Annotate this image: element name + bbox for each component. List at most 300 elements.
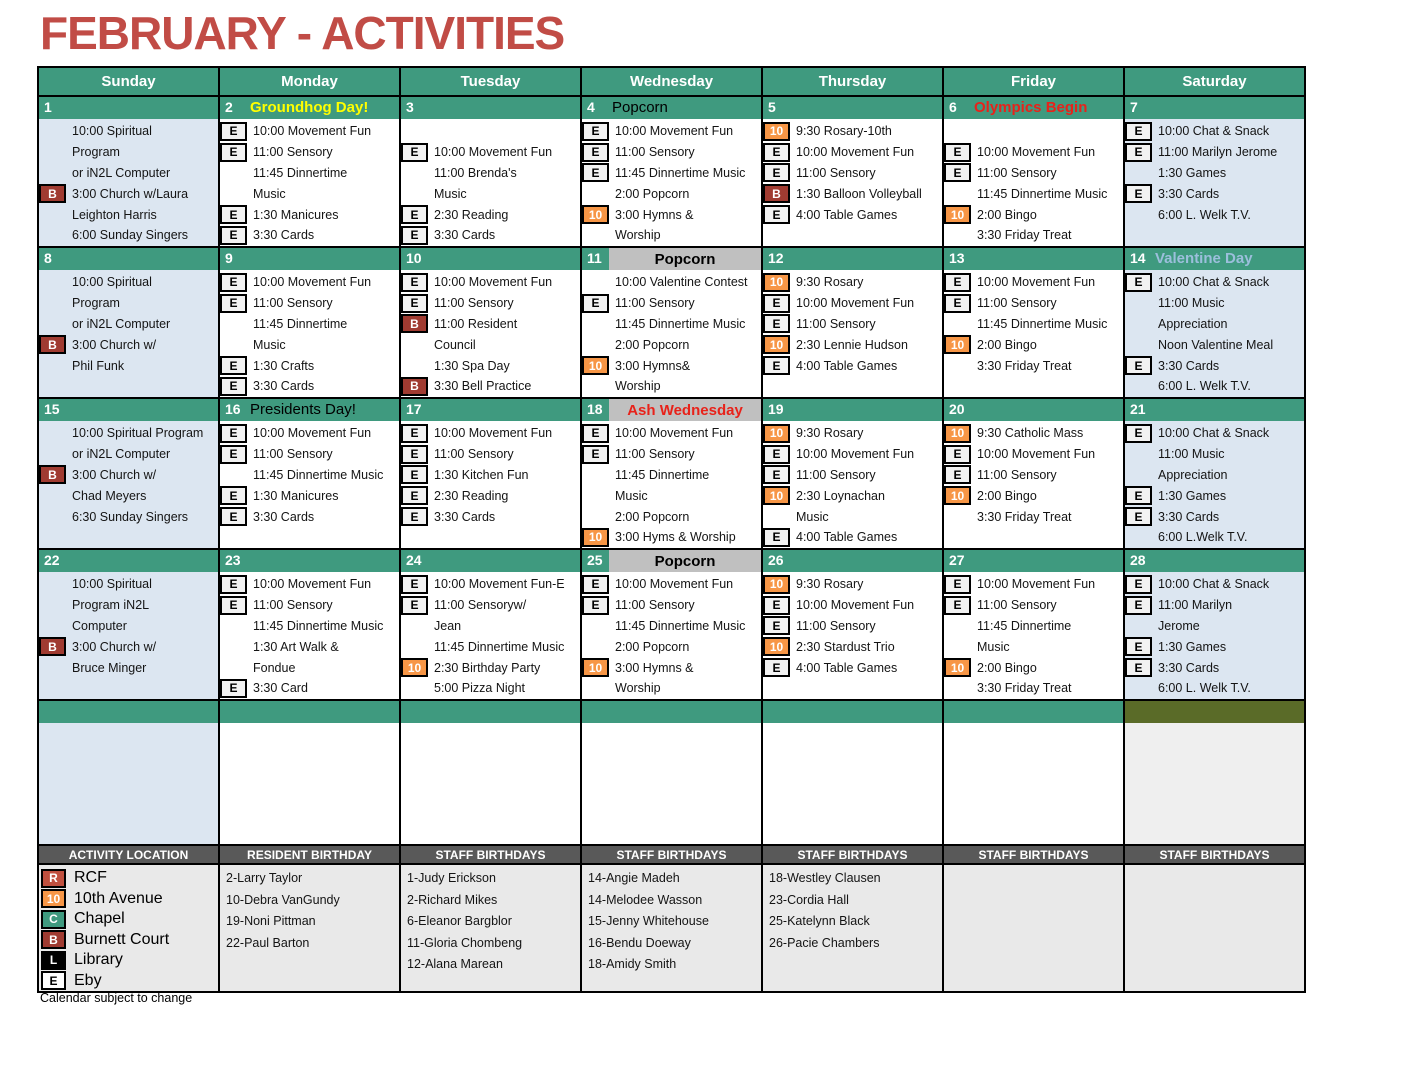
event-text: 9:30 Rosary [796, 275, 864, 290]
location-badge-E: E [582, 122, 609, 141]
location-badge-E: E [220, 424, 247, 443]
event-text: 4:00 Table Games [796, 530, 898, 545]
badge-slot [1125, 575, 1152, 594]
event-text: 10:00 Movement Fun [977, 577, 1096, 592]
location-badge-E: E [401, 465, 428, 484]
badge-slot [582, 273, 609, 292]
day-number: 6 [949, 99, 957, 115]
badge-slot [582, 616, 609, 635]
day-strip [401, 550, 580, 572]
event-text: 6:00 Sunday Singers [72, 228, 189, 243]
location-badge-E: E [401, 575, 428, 594]
day-label: Presidents Day! [250, 401, 356, 418]
week-row-1 [39, 97, 1306, 248]
event-row [944, 485, 1123, 506]
badge-slot [763, 616, 790, 635]
event-text: 5:00 Pizza Night [434, 681, 526, 696]
event-text: 1:30 Kitchen Fun [434, 467, 529, 482]
event-text: 11:00 Sensory [796, 316, 876, 331]
bottom-cell-5 [763, 865, 944, 993]
event-row [401, 121, 580, 142]
day-strip [763, 399, 942, 421]
event-row [763, 574, 942, 595]
badge-slot [401, 205, 428, 224]
location-badge-E: E [582, 575, 609, 594]
event-row [39, 163, 218, 184]
event-text: 10:00 Movement Fun [796, 447, 915, 462]
badge-slot [39, 184, 66, 203]
badge-slot [39, 486, 66, 505]
event-row [220, 678, 399, 699]
event-text: 3:00 Church w/ [72, 337, 157, 352]
badge-slot [763, 122, 790, 141]
day-strip [582, 550, 761, 572]
badge-slot [944, 637, 971, 656]
location-badge-E: E [763, 445, 790, 464]
badge-slot [944, 335, 971, 354]
event-row [944, 163, 1123, 184]
event-text: 3:30 Friday Treat [977, 358, 1072, 373]
location-badge-E: E [582, 294, 609, 313]
day-number: 22 [44, 552, 60, 568]
location-badge-E: E [944, 445, 971, 464]
event-text: 1:30 Games [1158, 639, 1227, 654]
event-text: 1:30 Games [1158, 165, 1227, 180]
badge-slot [220, 294, 247, 313]
badge-slot [401, 184, 428, 203]
event-text: Fondue [253, 660, 296, 675]
badge-slot [401, 163, 428, 182]
event-text: 2:00 Popcorn [615, 186, 690, 201]
location-badge-B: B [39, 465, 66, 484]
badge-slot [1125, 335, 1152, 354]
event-row [944, 355, 1123, 376]
event-text: Music [253, 186, 286, 201]
badge-slot [582, 528, 609, 547]
event-row [401, 616, 580, 637]
event-row [39, 121, 218, 142]
event-row [39, 636, 218, 657]
event-text: Appreciation [1158, 467, 1228, 482]
event-text: 3:30 Cards [1158, 509, 1220, 524]
badge-slot [763, 528, 790, 547]
event-text: 10:00 Movement Fun [253, 275, 372, 290]
birthday-name: 15-Jenny Whitehouse [588, 914, 709, 928]
event-text: Program [72, 296, 120, 311]
day-strip [220, 248, 399, 270]
day-number: 15 [44, 401, 60, 417]
location-badge-E: E [1125, 596, 1152, 615]
badge-slot [220, 226, 247, 245]
event-row [763, 423, 942, 444]
event-text: 10:00 Movement Fun [253, 577, 372, 592]
location-badge-E: E [763, 356, 790, 375]
weekday-header-wednesday: Wednesday [582, 68, 763, 97]
location-badge-E: E [401, 226, 428, 245]
event-text: 11:45 Dinnertime [977, 618, 1072, 633]
event-row [39, 355, 218, 376]
event-row [1125, 465, 1304, 486]
event-row [763, 183, 942, 204]
event-text: 4:00 Table Games [796, 358, 898, 373]
badge-slot [944, 226, 971, 245]
event-row [582, 272, 761, 293]
event-text: 1:30 Crafts [253, 358, 315, 373]
event-row [220, 636, 399, 657]
event-row [944, 574, 1123, 595]
location-badge-E: E [220, 356, 247, 375]
event-text: 10:00 Movement Fun [253, 426, 372, 441]
event-row [763, 293, 942, 314]
event-text: 6:00 L.Welk T.V. [1158, 530, 1248, 545]
badge-slot [401, 356, 428, 375]
day-7 [1125, 97, 1306, 248]
event-row [763, 465, 942, 486]
badge-slot [401, 122, 428, 141]
badge-slot [582, 184, 609, 203]
event-text: 4:00 Table Games [796, 207, 898, 222]
event-row [582, 465, 761, 486]
location-badge-E: E [1125, 486, 1152, 505]
event-row [944, 616, 1123, 637]
event-row [401, 314, 580, 335]
event-text: 11:00 Sensory [434, 447, 514, 462]
event-row [401, 595, 580, 616]
event-text: 3:30 Cards [1158, 358, 1220, 373]
event-row [401, 485, 580, 506]
day-cell [220, 119, 399, 246]
badge-slot [1125, 294, 1152, 313]
event-text: 1:30 Manicures [253, 207, 339, 222]
location-badge-E: E [220, 273, 247, 292]
event-text: Music [977, 639, 1010, 654]
day-strip [39, 701, 218, 723]
day-strip [220, 399, 399, 421]
location-badge-10: 10 [582, 205, 609, 224]
event-row [582, 616, 761, 637]
badge-slot [39, 163, 66, 182]
badge-slot [1125, 163, 1152, 182]
day-number: 21 [1130, 401, 1146, 417]
badge-slot [39, 226, 66, 245]
location-badge-E: E [220, 205, 247, 224]
badge-slot [401, 424, 428, 443]
legend-badge-L: L [41, 951, 66, 970]
location-badge-E: E [401, 596, 428, 615]
day-label: Popcorn [612, 99, 668, 116]
event-row [401, 678, 580, 699]
location-badge-10: 10 [401, 658, 428, 677]
day-strip [582, 248, 761, 270]
event-row [944, 465, 1123, 486]
event-row [582, 225, 761, 246]
event-row [582, 293, 761, 314]
badge-slot [1125, 679, 1152, 698]
location-badge-E: E [763, 616, 790, 635]
event-row [1125, 657, 1304, 678]
badge-slot [582, 658, 609, 677]
event-row [220, 314, 399, 335]
day-1 [39, 97, 220, 248]
day-strip [944, 399, 1123, 421]
day-number: 19 [768, 401, 784, 417]
event-row [944, 225, 1123, 246]
badge-slot [401, 596, 428, 615]
badge-slot [944, 122, 971, 141]
day-cell [401, 270, 580, 397]
badge-slot [944, 575, 971, 594]
event-text: 10:00 Movement Fun [434, 275, 553, 290]
day-strip [220, 550, 399, 572]
event-text: 9:30 Catholic Mass [977, 426, 1084, 441]
badge-slot [401, 658, 428, 677]
event-text: 10:00 Movement Fun [615, 426, 734, 441]
badge-slot [944, 205, 971, 224]
day-number: 27 [949, 552, 965, 568]
badge-slot [39, 356, 66, 375]
day-label: Groundhog Day! [250, 99, 369, 116]
badge-slot [220, 335, 247, 354]
event-text: 10:00 Movement Fun [615, 577, 734, 592]
event-text: 10:00 Movement Fun [253, 124, 372, 139]
event-row [582, 376, 761, 397]
day-number: 1 [44, 99, 52, 115]
birthday-name: 18-Westley Clausen [769, 871, 881, 885]
legend-row [39, 889, 218, 910]
day-strip [763, 550, 942, 572]
event-text: 11:00 Marilyn Jerome [1158, 145, 1278, 160]
badge-slot [582, 575, 609, 594]
day-18 [582, 399, 763, 550]
event-row [763, 657, 942, 678]
badge-slot [39, 273, 66, 292]
location-badge-10: 10 [763, 424, 790, 443]
badge-slot [582, 637, 609, 656]
event-text: 2:00 Popcorn [615, 337, 690, 352]
day-cell [1125, 119, 1304, 246]
event-row [944, 423, 1123, 444]
event-row [582, 204, 761, 225]
location-badge-E: E [1125, 637, 1152, 656]
event-text: 6:30 Sunday Singers [72, 509, 189, 524]
legend-badge-R: R [41, 869, 66, 888]
location-badge-10: 10 [763, 273, 790, 292]
location-badge-B: B [763, 184, 790, 203]
badge-slot [401, 637, 428, 656]
event-row [1125, 423, 1304, 444]
event-row [944, 334, 1123, 355]
badge-slot [220, 356, 247, 375]
event-text: 6:00 L. Welk T.V. [1158, 379, 1251, 394]
weekday-header-monday: Monday [220, 68, 401, 97]
day-cell [401, 421, 580, 548]
day-cell [944, 572, 1123, 699]
event-text: 11:00 Music [1158, 447, 1225, 462]
badge-slot [220, 637, 247, 656]
day-number: 7 [1130, 99, 1138, 115]
badge-slot [220, 122, 247, 141]
day-10 [401, 248, 582, 399]
badge-slot [220, 143, 247, 162]
event-text: Noon Valentine Meal [1158, 337, 1274, 352]
event-text: 11:00 Sensoryw/ [434, 598, 527, 613]
badge-slot [1125, 637, 1152, 656]
day-number: 11 [587, 250, 602, 266]
location-badge-E: E [220, 294, 247, 313]
event-row [39, 293, 218, 314]
event-row [763, 636, 942, 657]
badge-slot [39, 637, 66, 656]
day-empty [582, 701, 763, 853]
location-badge-10: 10 [763, 122, 790, 141]
day-number: 28 [1130, 552, 1146, 568]
day-cell [1125, 723, 1304, 851]
badge-slot [1125, 273, 1152, 292]
day-empty [220, 701, 401, 853]
event-row [1125, 636, 1304, 657]
legend-label: RCF [74, 869, 107, 887]
bottom-header-3: STAFF BIRTHDAYS [401, 846, 582, 865]
badge-slot [39, 205, 66, 224]
birthday-name: 19-Noni Pittman [226, 914, 316, 928]
day-strip [1125, 399, 1304, 421]
day-cell [944, 723, 1123, 851]
day-19 [763, 399, 944, 550]
day-label-box [609, 248, 761, 270]
day-cell [582, 723, 761, 851]
event-row [220, 355, 399, 376]
bottom-header-6: STAFF BIRTHDAYS [944, 846, 1125, 865]
birthday-name: 22-Paul Barton [226, 935, 310, 950]
event-row [763, 355, 942, 376]
badge-slot [582, 163, 609, 182]
day-strip [39, 248, 218, 270]
location-badge-E: E [220, 486, 247, 505]
day-strip [401, 399, 580, 421]
day-number: 8 [44, 250, 52, 266]
event-text: 11:00 Sensory [977, 165, 1057, 180]
event-row [582, 121, 761, 142]
event-text: 11:45 Dinnertime [253, 165, 348, 180]
birthday-name: 12-Alana Marean [407, 957, 503, 971]
badge-slot [944, 273, 971, 292]
badge-slot [763, 335, 790, 354]
badge-slot [401, 679, 428, 698]
event-row [763, 314, 942, 335]
badge-slot [944, 424, 971, 443]
legend-label: Chapel [74, 910, 125, 928]
location-badge-E: E [763, 163, 790, 182]
badge-slot [39, 424, 66, 443]
week-row-2 [39, 248, 1306, 399]
legend-row [39, 868, 218, 889]
location-badge-B: B [39, 335, 66, 354]
birthday-name: 2-Larry Taylor [226, 871, 303, 885]
event-row [220, 595, 399, 616]
day-strip [1125, 248, 1304, 270]
event-text: 2:00 Bingo [977, 488, 1037, 503]
event-row [944, 121, 1123, 142]
badge-slot [1125, 465, 1152, 484]
location-badge-E: E [763, 528, 790, 547]
event-text: 11:00 Sensory [796, 618, 876, 633]
event-text: 2:30 Birthday Party [434, 660, 541, 675]
event-text: Music [253, 337, 286, 352]
day-cell [39, 270, 218, 397]
badge-slot [582, 356, 609, 375]
event-text: 3:30 Cards [1158, 186, 1220, 201]
badge-slot [582, 294, 609, 313]
event-row [39, 142, 218, 163]
event-text: 11:00 Sensory [977, 598, 1057, 613]
location-badge-E: E [582, 163, 609, 182]
day-12 [763, 248, 944, 399]
event-row [1125, 272, 1304, 293]
event-text: 4:00 Table Games [796, 660, 898, 675]
event-row [401, 444, 580, 465]
day-cell [763, 421, 942, 548]
day-cell [39, 572, 218, 699]
event-text: 3:00 Hyms & Worship [615, 530, 736, 545]
weekday-header-sunday: Sunday [39, 68, 220, 97]
event-row [582, 678, 761, 699]
day-number: 13 [949, 250, 965, 266]
day-number: 26 [768, 552, 784, 568]
badge-slot [220, 424, 247, 443]
bottom-section [37, 844, 1306, 993]
location-badge-E: E [401, 507, 428, 526]
badge-slot [944, 294, 971, 313]
location-badge-E: E [220, 377, 247, 396]
badge-slot [39, 335, 66, 354]
event-row [401, 142, 580, 163]
day-16 [220, 399, 401, 550]
event-text: 10:00 Movement Fun [977, 275, 1096, 290]
day-cell [220, 421, 399, 548]
event-row [401, 204, 580, 225]
day-3 [401, 97, 582, 248]
badge-slot [763, 486, 790, 505]
event-row [401, 225, 580, 246]
event-row [401, 163, 580, 184]
location-badge-10: 10 [763, 335, 790, 354]
event-row [1125, 204, 1304, 225]
badge-slot [401, 616, 428, 635]
day-label-box [609, 550, 761, 572]
event-text: Music [615, 488, 648, 503]
day-13 [944, 248, 1125, 399]
location-badge-E: E [1125, 507, 1152, 526]
legend-row [39, 909, 218, 930]
day-8 [39, 248, 220, 399]
event-row [39, 423, 218, 444]
badge-slot [1125, 658, 1152, 677]
day-strip [220, 97, 399, 119]
badge-slot [763, 445, 790, 464]
day-27 [944, 550, 1125, 701]
event-row [401, 376, 580, 397]
event-row [1125, 485, 1304, 506]
event-text: 11:00 Sensory [615, 145, 695, 160]
badge-slot [220, 658, 247, 677]
event-text: 3:30 Cards [1158, 660, 1220, 675]
badge-slot [401, 335, 428, 354]
event-text: 11:45 Dinnertime Music [615, 165, 746, 180]
day-strip [582, 701, 761, 723]
event-text: 11:00 Sensory [434, 296, 514, 311]
location-badge-E: E [401, 486, 428, 505]
event-text: 11:00 Resident [434, 316, 518, 331]
